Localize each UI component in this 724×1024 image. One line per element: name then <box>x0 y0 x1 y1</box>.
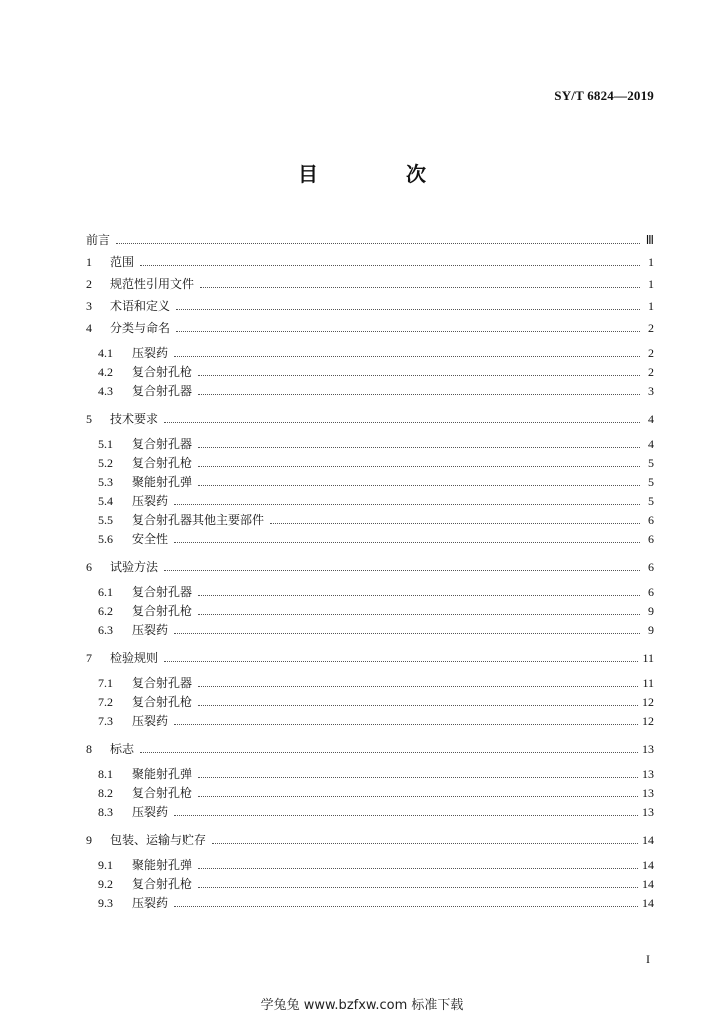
toc-entry-number: 7.3 <box>98 714 113 728</box>
toc-entry-number: 4.3 <box>98 384 113 398</box>
toc-entry-page: Ⅲ <box>645 233 654 247</box>
toc-entry-page: 14 <box>642 877 654 891</box>
toc-entry[interactable] <box>86 292 654 314</box>
toc-entry-number: 3 <box>86 299 92 313</box>
toc-entry-label: 复合射孔枪 <box>132 877 193 891</box>
toc-entry-number: 5.5 <box>98 513 113 527</box>
toc-entry-number: 7 <box>86 651 92 665</box>
toc-entry[interactable] <box>86 226 654 248</box>
toc-dot-leader <box>198 446 640 448</box>
toc-entry-number: 5.6 <box>98 532 113 546</box>
toc-subentry[interactable] <box>86 380 654 399</box>
toc-entry-number: 1 <box>86 255 92 269</box>
toc-subentry[interactable] <box>86 782 654 801</box>
toc-entry-page: 6 <box>648 560 654 574</box>
toc-entry-page: 13 <box>642 786 654 800</box>
toc-entry-label: 复合射孔器 <box>132 384 193 398</box>
toc-entry[interactable] <box>86 735 654 757</box>
toc-dot-leader <box>198 776 638 778</box>
toc-entry[interactable] <box>86 270 654 292</box>
toc-entry-page: 5 <box>648 494 654 508</box>
toc-dot-leader <box>270 522 640 524</box>
toc-entry-label: 压裂药 <box>132 623 169 637</box>
toc-entry-page: 13 <box>642 805 654 819</box>
toc-entry-number: 8.1 <box>98 767 113 781</box>
toc-entry[interactable] <box>86 314 654 336</box>
toc-subentry[interactable] <box>86 801 654 820</box>
toc-dot-leader <box>198 867 638 869</box>
toc-subentry[interactable] <box>86 892 654 911</box>
toc-entry-number: 6.3 <box>98 623 113 637</box>
toc-entry-number: 2 <box>86 277 92 291</box>
toc-entry-label: 复合射孔枪 <box>132 456 193 470</box>
toc-subentry[interactable] <box>86 873 654 892</box>
toc-dot-leader <box>140 751 638 753</box>
toc-dot-leader <box>176 308 640 310</box>
toc-entry-page: 6 <box>648 532 654 546</box>
toc-dot-leader <box>198 613 640 615</box>
toc-dot-leader <box>198 886 638 888</box>
toc-entry-number: 8.2 <box>98 786 113 800</box>
toc-entry-page: 2 <box>648 365 654 379</box>
toc-entry-label: 复合射孔枪 <box>132 365 193 379</box>
toc-entry-number: 9.3 <box>98 896 113 910</box>
toc-entry-number: 5.3 <box>98 475 113 489</box>
toc-entry-number: 5.2 <box>98 456 113 470</box>
toc-entry-page: 2 <box>648 321 654 335</box>
toc-subentry[interactable] <box>86 452 654 471</box>
toc-entry-number: 5 <box>86 412 92 426</box>
toc-dot-leader <box>198 484 640 486</box>
toc-entry-page: 5 <box>648 456 654 470</box>
toc-entry-number: 8 <box>86 742 92 756</box>
toc-dot-leader <box>164 660 638 662</box>
toc-entry-label: 压裂药 <box>132 805 169 819</box>
toc-entry-page: 9 <box>648 623 654 637</box>
toc-entry-page: 6 <box>648 513 654 527</box>
toc-entry-label: 复合射孔枪 <box>132 786 193 800</box>
toc-entry-label: 复合射孔枪 <box>132 604 193 618</box>
table-of-contents <box>86 226 654 911</box>
page-number: I <box>646 952 650 966</box>
toc-dot-leader <box>198 374 640 376</box>
toc-entry-label: 压裂药 <box>132 346 169 360</box>
toc-subentry[interactable] <box>86 619 654 638</box>
toc-dot-leader <box>174 905 638 907</box>
toc-entry-label: 聚能射孔弹 <box>132 475 193 489</box>
toc-entry[interactable] <box>86 405 654 427</box>
toc-dot-leader <box>198 685 638 687</box>
toc-entry-page: 14 <box>642 833 654 847</box>
toc-entry-page: 3 <box>648 384 654 398</box>
toc-entry-page: 6 <box>648 585 654 599</box>
toc-subentry[interactable] <box>86 490 654 509</box>
toc-entry-label: 压裂药 <box>132 896 169 910</box>
toc-subentry[interactable] <box>86 342 654 361</box>
toc-entry-label: 复合射孔器其他主要部件 <box>132 513 265 527</box>
toc-entry[interactable] <box>86 826 654 848</box>
toc-entry-number: 6.1 <box>98 585 113 599</box>
toc-entry-label: 复合射孔枪 <box>132 695 193 709</box>
toc-entry-label: 聚能射孔弹 <box>132 858 193 872</box>
toc-entry-number: 5.4 <box>98 494 113 508</box>
toc-subentry[interactable] <box>86 600 654 619</box>
page-title: 目 次 <box>298 162 460 186</box>
toc-entry-label: 复合射孔器 <box>132 585 193 599</box>
toc-dot-leader <box>174 503 640 505</box>
toc-dot-leader <box>174 632 640 634</box>
footer-watermark: 学兔兔 www.bzfxw.com 标准下载 <box>260 998 464 1013</box>
toc-dot-leader <box>164 421 640 423</box>
toc-entry-label: 技术要求 <box>110 412 159 426</box>
toc-entry-page: 4 <box>648 412 654 426</box>
toc-entry-page: 5 <box>648 475 654 489</box>
toc-entry-page: 12 <box>642 714 654 728</box>
toc-entry[interactable] <box>86 248 654 270</box>
toc-subentry[interactable] <box>86 710 654 729</box>
toc-entry-label: 安全性 <box>132 532 169 546</box>
toc-dot-leader <box>200 286 640 288</box>
toc-entry-number: 8.3 <box>98 805 113 819</box>
toc-entry-number: 4 <box>86 321 92 335</box>
toc-entry-label: 范围 <box>110 255 135 269</box>
toc-dot-leader <box>198 393 640 395</box>
toc-entry-label: 前言 <box>86 233 111 247</box>
toc-entry-page: 11 <box>642 676 654 690</box>
toc-subentry[interactable] <box>86 433 654 452</box>
toc-entry-page: 1 <box>648 255 654 269</box>
toc-entry-number: 4.2 <box>98 365 113 379</box>
toc-entry-number: 4.1 <box>98 346 113 360</box>
toc-subentry[interactable] <box>86 581 654 600</box>
toc-subentry[interactable] <box>86 509 654 528</box>
toc-dot-leader <box>140 264 640 266</box>
toc-entry-label: 规范性引用文件 <box>110 277 195 291</box>
toc-entry-label: 复合射孔器 <box>132 676 193 690</box>
toc-dot-leader <box>198 704 638 706</box>
toc-entry-page: 13 <box>642 742 654 756</box>
toc-entry[interactable] <box>86 553 654 575</box>
toc-entry-page: 2 <box>648 346 654 360</box>
toc-subentry[interactable] <box>86 471 654 490</box>
toc-subentry[interactable] <box>86 361 654 380</box>
toc-entry-label: 标志 <box>110 742 135 756</box>
toc-entry-number: 9 <box>86 833 92 847</box>
toc-subentry[interactable] <box>86 672 654 691</box>
toc-entry-label: 术语和定义 <box>110 299 171 313</box>
toc-subentry[interactable] <box>86 691 654 710</box>
toc-entry-number: 7.1 <box>98 676 113 690</box>
toc-entry-page: 1 <box>648 299 654 313</box>
toc-entry-page: 4 <box>648 437 654 451</box>
toc-dot-leader <box>212 842 638 844</box>
standard-code: SY/T 6824—2019 <box>554 88 654 103</box>
toc-dot-leader <box>198 594 640 596</box>
toc-dot-leader <box>174 355 640 357</box>
toc-dot-leader <box>174 723 638 725</box>
toc-entry-number: 9.1 <box>98 858 113 872</box>
toc-dot-leader <box>198 795 638 797</box>
toc-entry-label: 压裂药 <box>132 494 169 508</box>
toc-entry-label: 复合射孔器 <box>132 437 193 451</box>
toc-dot-leader <box>116 242 640 244</box>
toc-entry-label: 压裂药 <box>132 714 169 728</box>
toc-subentry[interactable] <box>86 528 654 547</box>
toc-entry-page: 12 <box>642 695 654 709</box>
toc-dot-leader <box>164 569 640 571</box>
toc-entry-page: 9 <box>648 604 654 618</box>
toc-entry-label: 聚能射孔弹 <box>132 767 193 781</box>
toc-subentry[interactable] <box>86 763 654 782</box>
toc-entry-label: 检验规则 <box>110 651 159 665</box>
toc-entry-label: 试验方法 <box>110 560 159 574</box>
toc-dot-leader <box>174 814 638 816</box>
toc-entry-label: 分类与命名 <box>110 321 171 335</box>
toc-entry-number: 9.2 <box>98 877 113 891</box>
toc-entry-page: 14 <box>642 858 654 872</box>
toc-entry-page: 13 <box>642 767 654 781</box>
toc-entry-number: 6 <box>86 560 92 574</box>
toc-entry-page: 1 <box>648 277 654 291</box>
toc-entry-page: 11 <box>642 651 654 665</box>
toc-dot-leader <box>174 541 640 543</box>
toc-entry[interactable] <box>86 644 654 666</box>
toc-entry-number: 7.2 <box>98 695 113 709</box>
toc-entry-label: 包装、运输与贮存 <box>110 833 207 847</box>
toc-subentry[interactable] <box>86 854 654 873</box>
toc-entry-page: 14 <box>642 896 654 910</box>
toc-dot-leader <box>176 330 640 332</box>
toc-dot-leader <box>198 465 640 467</box>
toc-entry-number: 6.2 <box>98 604 113 618</box>
toc-entry-number: 5.1 <box>98 437 113 451</box>
